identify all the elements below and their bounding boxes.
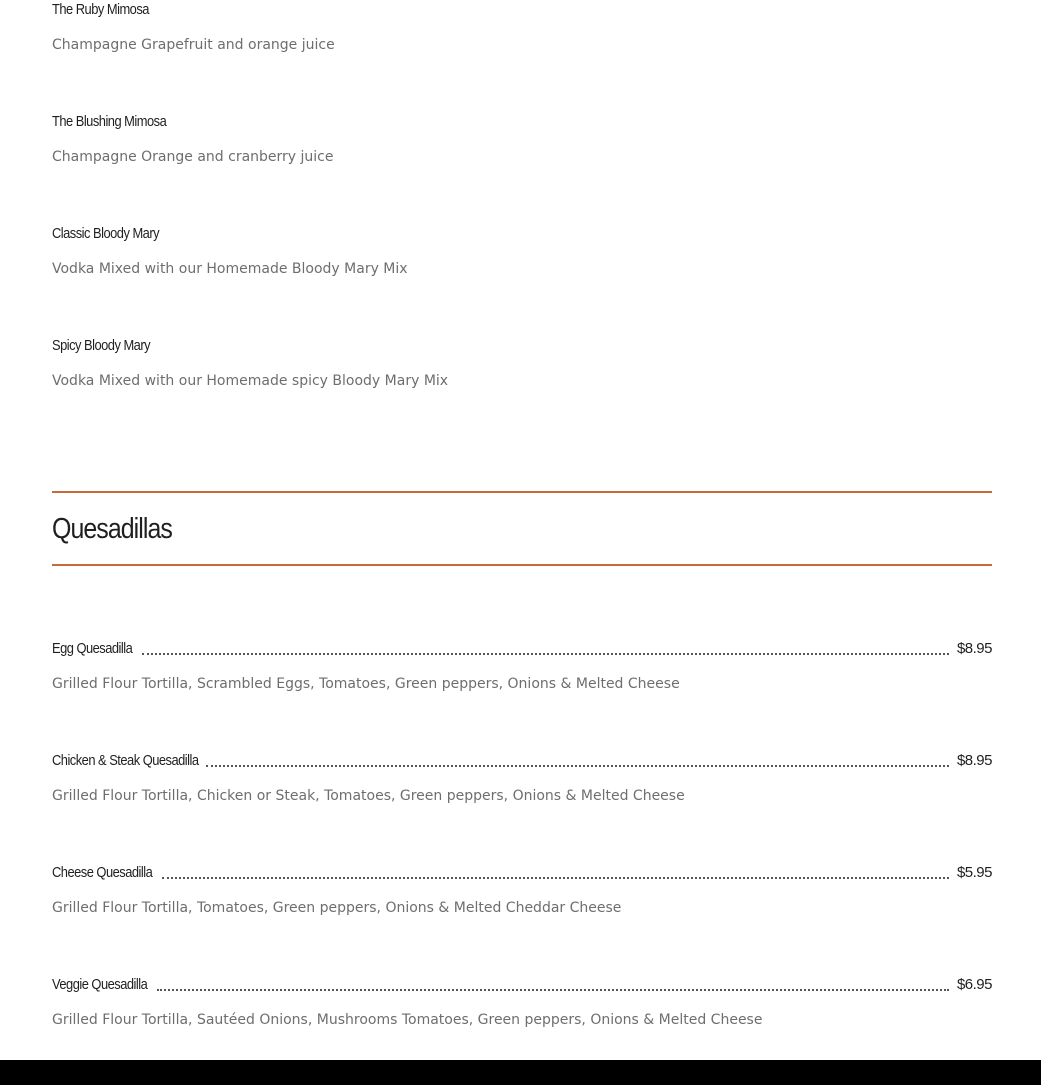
menu-item	[52, 0, 992, 55]
footer-bar	[0, 1060, 1041, 1085]
item-description: Grilled Flour Tortilla, Sautéed Onions, Mushrooms Tomatoes, Green peppers, Onions & Melted Cheese	[52, 1012, 763, 1028]
dot-leader	[206, 765, 949, 767]
item-description: Vodka Mixed with our Homemade Bloody Mary Mix	[52, 261, 408, 277]
section-divider-top	[52, 491, 992, 493]
menu-item-row	[52, 751, 992, 771]
item-name: Veggie Quesadilla	[52, 976, 148, 993]
item-name: Spicy Bloody Mary	[52, 337, 151, 354]
item-description: Grilled Flour Tortilla, Scrambled Eggs, Tomatoes, Green peppers, Onions & Melted Cheese	[52, 676, 680, 692]
item-price: $6.95	[956, 976, 992, 993]
item-name: The Ruby Mimosa	[52, 1, 149, 18]
menu-item	[52, 112, 992, 167]
item-description: Champagne Grapefruit and orange juice	[52, 37, 335, 53]
item-description: Vodka Mixed with our Homemade spicy Bloody Mary Mix	[52, 373, 449, 389]
item-name: Cheese Quesadilla	[52, 864, 153, 881]
item-description: Grilled Flour Tortilla, Tomatoes, Green peppers, Onions & Melted Cheddar Cheese	[52, 900, 622, 916]
item-description: Champagne Orange and cranberry juice	[52, 149, 334, 165]
item-price: $8.95	[956, 640, 992, 657]
item-description: Grilled Flour Tortilla, Chicken or Steak, Tomatoes, Green peppers, Onions & Melted Cheese	[52, 788, 685, 804]
dot-leader	[142, 653, 949, 655]
item-price: $8.95	[956, 752, 992, 769]
item-name: Egg Quesadilla	[52, 640, 133, 657]
item-name: Chicken & Steak Quesadilla	[52, 752, 199, 769]
dot-leader	[157, 989, 949, 991]
item-name: Classic Bloody Mary	[52, 225, 160, 242]
section-title: Quesadillas	[52, 513, 172, 545]
section-divider-bottom	[52, 564, 992, 566]
menu-item-row	[52, 975, 992, 995]
menu-item-row	[52, 863, 992, 883]
menu-item-row	[52, 639, 992, 659]
menu-item	[52, 336, 992, 391]
item-price: $5.95	[956, 864, 992, 881]
menu-item	[52, 224, 992, 279]
item-name: The Blushing Mimosa	[52, 113, 167, 130]
dot-leader	[162, 877, 949, 879]
